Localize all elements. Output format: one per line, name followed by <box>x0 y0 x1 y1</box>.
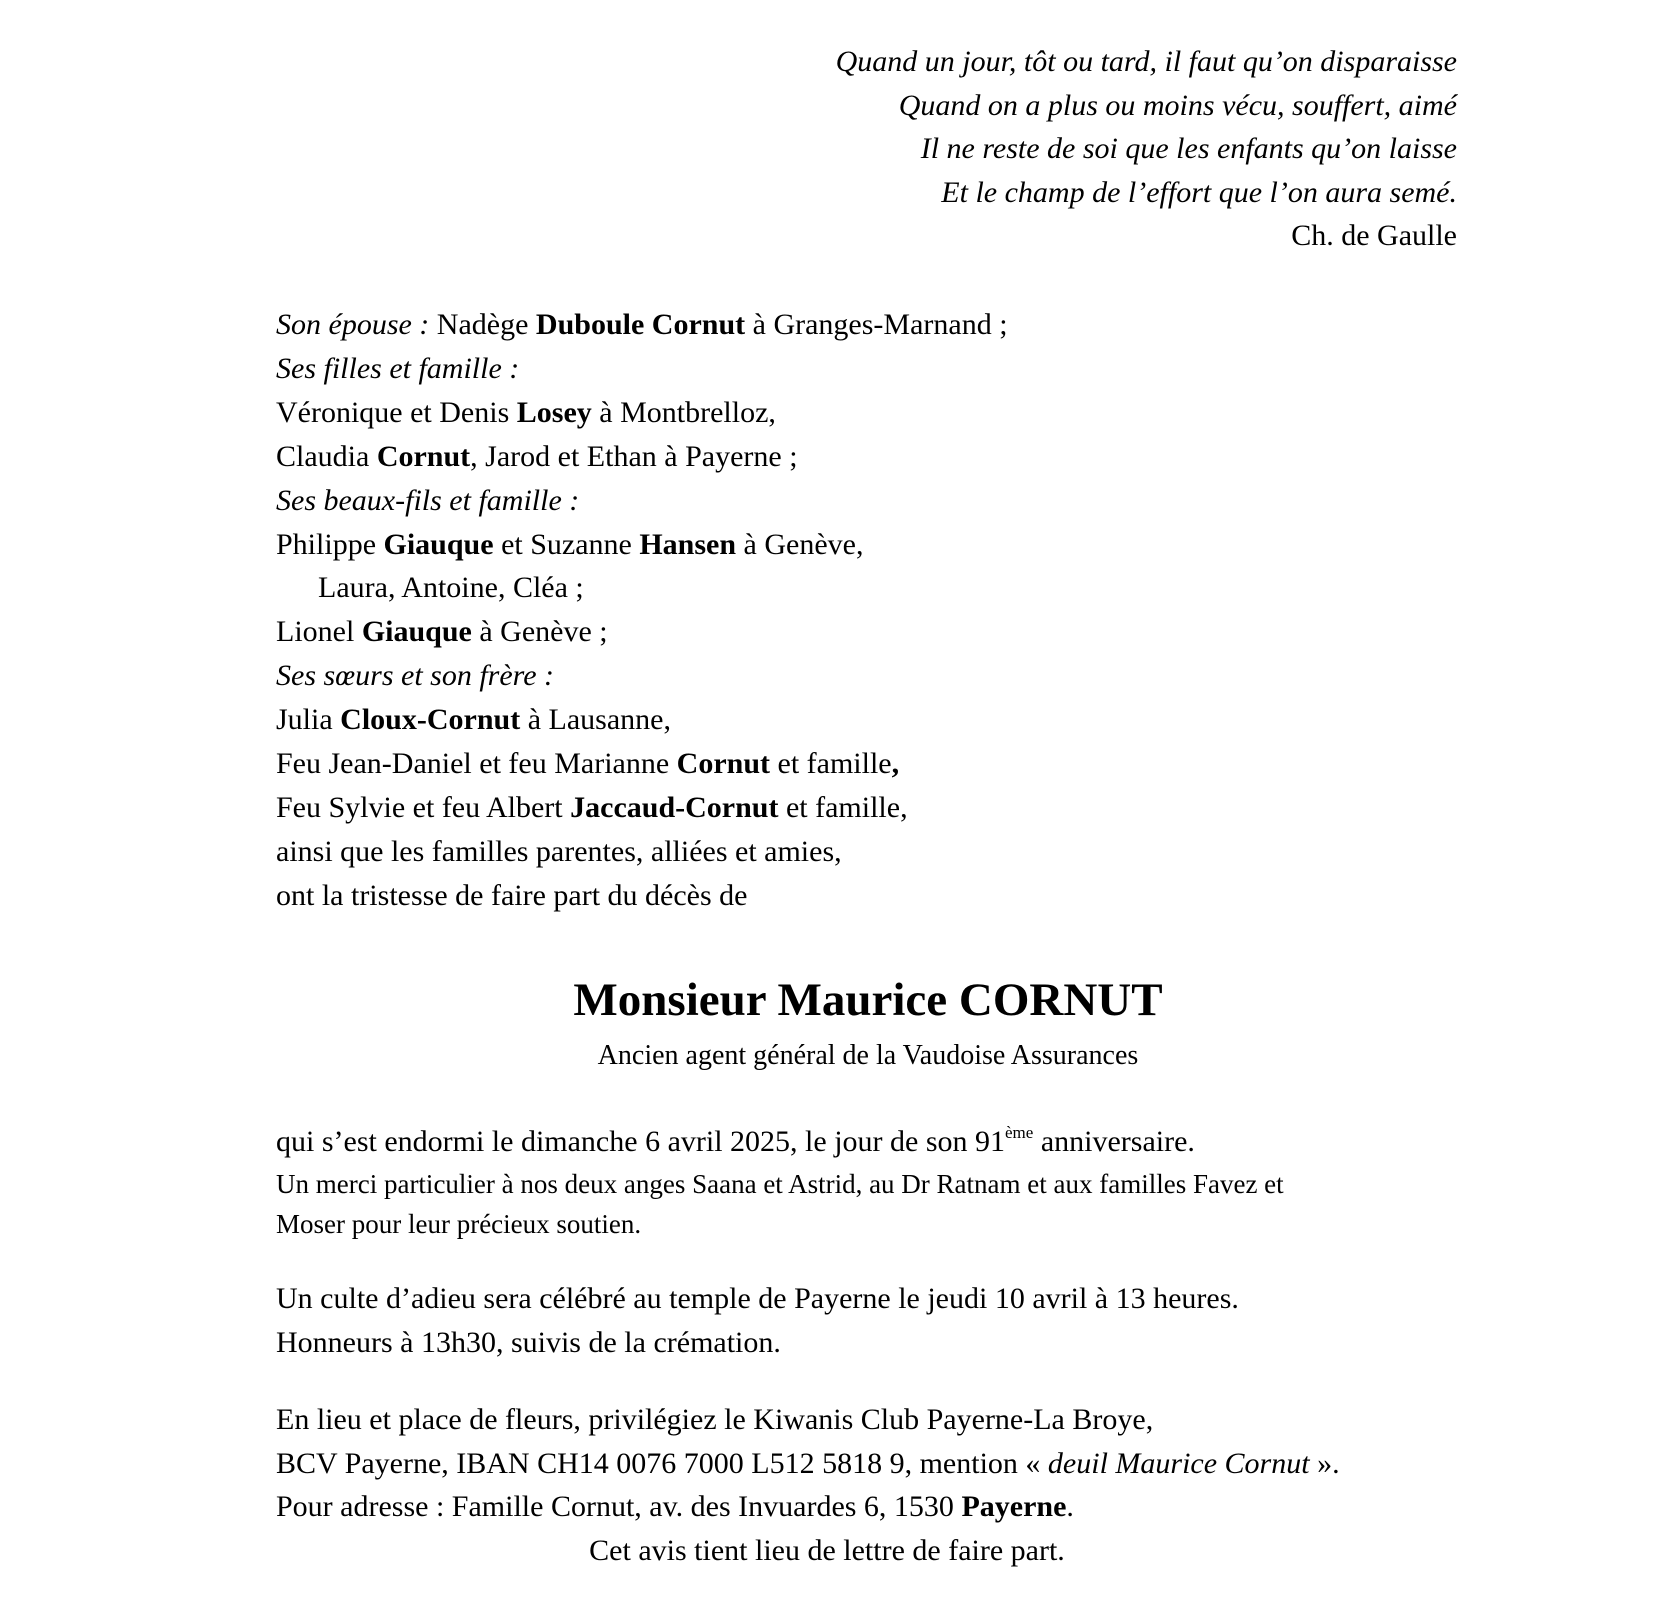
death-line: qui s’est endormi le dimanche 6 avril 2025, le jour de son 91ème anniversaire. <box>276 1123 1195 1158</box>
surname: Giauque <box>361 615 472 649</box>
family-member-line: Véronique et Denis Losey à Montbrelloz, <box>276 395 776 429</box>
epigraph <box>836 40 1457 258</box>
family-member-line: Julia Cloux-Cornut à Lausanne, <box>276 703 671 737</box>
family-member-line: Feu Jean-Daniel et feu Marianne Cornut et famille, <box>276 747 900 781</box>
relatives-line: ainsi que les familles parentes, alliées et amies, <box>276 834 842 868</box>
thanks-line: Moser pour leur précieux soutien. <box>276 1209 642 1239</box>
address-line: Pour adresse : Famille Cornut, av. des Invuardes 6, 1530 Payerne. <box>276 1490 1074 1523</box>
surname: Duboule Cornut <box>535 308 746 341</box>
epigraph-verse: Quand on a plus ou moins vécu, souffert, aimé <box>898 88 1457 122</box>
category-label: Ses sœurs et son frère : <box>276 659 555 693</box>
death-details <box>276 1120 1476 1244</box>
surname: Hansen <box>639 527 737 561</box>
family-member-line: Claudia Cornut, Jarod et Ethan à Payerne ; <box>276 439 798 473</box>
surname: Giauque <box>383 527 494 561</box>
donation-line: BCV Payerne, IBAN CH14 0076 7000 L512 5818 9, mention « deuil Maurice Cornut ». <box>276 1446 1340 1480</box>
service-details <box>276 1277 1476 1365</box>
family-children-line: Laura, Antoine, Cléa ; <box>318 571 584 605</box>
epigraph-verse: Il ne reste de soi que les enfants qu’on laisse <box>920 132 1457 166</box>
family-member-line: Lionel Giauque à Genève ; <box>276 615 608 649</box>
closing-note: Cet avis tient lieu de lettre de faire part. <box>589 1534 1065 1567</box>
epigraph-author: Ch. de Gaulle <box>1291 219 1457 253</box>
surname: Cornut <box>676 747 771 781</box>
surname: Losey <box>516 395 592 429</box>
thanks-line: Un merci particulier à nos deux anges Saana et Astrid, au Dr Ratnam et aux familles Favez et <box>276 1169 1284 1199</box>
deceased-name: Monsieur Maurice CORNUT <box>573 974 1163 1026</box>
deceased-role: Ancien agent général de la Vaudoise Assurances <box>597 1040 1139 1071</box>
donation-line: En lieu et place de fleurs, privilégiez le Kiwanis Club Payerne-La Broye, <box>276 1403 1154 1436</box>
family-member-line: Philippe Giauque et Suzanne Hansen à Genève, <box>276 527 864 561</box>
epigraph-verse: Et le champ de l’effort que l’on aura semé. <box>941 175 1457 209</box>
service-line: Honneurs à 13h30, suivis de la crémation. <box>276 1326 781 1359</box>
service-line: Un culte d’adieu sera célébré au temple de Payerne le jeudi 10 avril à 13 heures. <box>276 1282 1239 1315</box>
surname: Cloux-Cornut <box>340 703 521 737</box>
epigraph-verse: Quand un jour, tôt ou tard, il faut qu’on disparaisse <box>835 45 1457 78</box>
surname: Jaccaud-Cornut <box>570 790 779 824</box>
category-label: Ses beaux-fils et famille : <box>276 483 580 517</box>
category-label: Son épouse : <box>276 308 430 341</box>
donation-details <box>276 1398 1476 1529</box>
family-member-line: Feu Sylvie et feu Albert Jaccaud-Cornut et famille, <box>276 790 908 824</box>
family-list <box>276 303 1426 918</box>
announcement-line: ont la tristesse de faire part du décès de <box>276 878 748 912</box>
category-label: Ses filles et famille : <box>276 351 520 385</box>
surname: Cornut <box>376 439 471 473</box>
spouse-line: Son épouse : Nadège Duboule Cornut à Granges-Marnand ; <box>276 308 1008 341</box>
